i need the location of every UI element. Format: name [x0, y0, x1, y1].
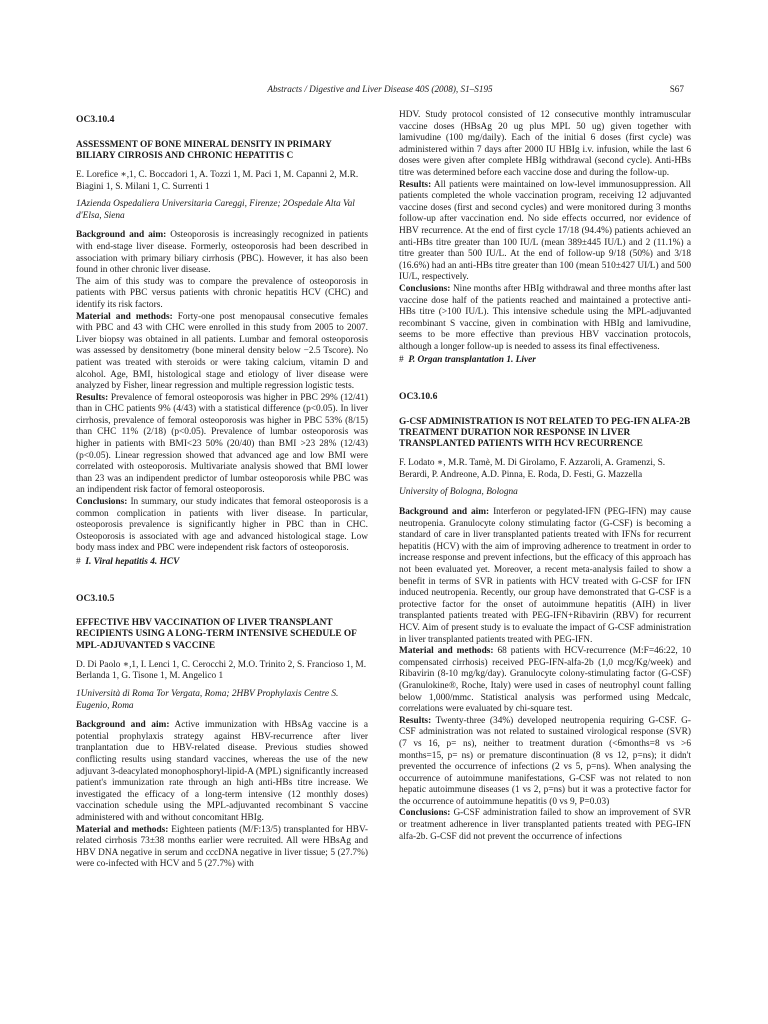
- abstract-affiliation: 1Università di Roma Tor Vergata, Roma; 2HBV Prophylaxis Centre S. Eugenio, Roma: [76, 688, 339, 711]
- abstract-paragraph: Conclusions: G-CSF administration failed to show an improvement of SVR or treatment adherence in liver transplanted patients treated with PEG-IFN alfa-2b. G-CSF did not prevent the occurrence of infections: [399, 808, 691, 842]
- abstract-oc3-10-6: [399, 391, 691, 843]
- abstract-authors: F. Lodato ∗, M.R. Tamè, M. Di Girolamo, F. Azzaroli, A. Gramenzi, S. Berardi, P. Andreone, A.D. Pinna, E. Roda, D. Festi, G. Mazzella: [399, 458, 666, 480]
- abstract-code: OC3.10.5: [76, 592, 115, 604]
- journal-citation: Abstracts / Digestive and Liver Disease 40S (2008), S1–S195: [267, 84, 493, 94]
- abstract-paragraph: Background and aim: Interferon or pegylated-IFN (PEG-IFN) may cause neutropenia. Granulocyte colony stimulating factor (G-CSF) is becoming a standard of care in liver transplanted patients treated with IFNs for recurrent hepatitis (HCV) with the aim of improving adherence to treatment in order to increase response and prevent infections, but the efficacy of this approach has not been evaluated yet. Moreover, a recent meta-analysis failed to show a benefit in terms of SVR in patients with HCV treated with G-CSF for IFN induced neutropenia. Recently, our group have demonstrated that G-CSF is a protective factor for the onset of autoimmune hepatitis (AIH) in liver transplanted patients treated with PEG-IFN+Ribavirin (RBV) for recurrent HCV. Aim of present study is to evaluate the impact of G-CSF administration in liver transplanted patients treated with PEG-IFN.: [399, 507, 691, 645]
- abstract-title: G-CSF ADMINISTRATION IS NOT RELATED TO PEG-IFN ALFA-2B TREATMENT DURATION NOR RESPONSE IN LIVER TRANSPLANTED PATIENTS WITH HCV RECURRENCE: [399, 416, 691, 450]
- topic-tag: # I. Viral hepatitis 4. HCV: [76, 557, 180, 567]
- abstract-paragraph: HDV. Study protocol consisted of 12 consecutive monthly intramuscular vaccine doses (HBsAg 20 ug plus MPL 50 ug) given together with lamivudine (100 mg/daily). Each of the initial 6 doses (first cycle) was administered within 7 days after 2000 IU HBIg i.v. infusion, while the last 6 doses were given after complete HBIg withdrawal (second cycle). Anti-HBs titre was determined before each vaccine dose and during the follow-up.: [399, 110, 691, 178]
- abstract-affiliation: University of Bologna, Bologna: [399, 487, 518, 498]
- running-header: [76, 84, 684, 98]
- page-number: S67: [669, 84, 684, 94]
- abstract-paragraph: Material and methods: 68 patients with HCV-recurrence (M:F=46:22, 10 compensated cirrhosis) received PEG-IFN-alfa-2b (1,0 mcg/Kg/week) and Ribavirin (8-10 mg/kg/day). Granulocyte colony-stimulating factor (G-CSF) (Granulokine®, Roche, Italy) were used in cases of neutrophyl count falling below 1,000/mmc. Statistical analysis was performed using Medcalc, correlations were evaluated by chi-square test.: [399, 646, 691, 715]
- abstract-paragraph: Background and aim: Active immunization with HBsAg vaccine is a potential prophylaxis strategy against HBV-recurrence after liver tranplantation due to HBV-related disease. Previous studies showed conflicting results using standard vaccines, whereas the use of the new adjuvant 3-deacylated monophosphoryl-lipid-A (MPL) significantly increased patient's immunization rate through an high anti-HBs titre increase. We investigated the efficacy of a long-term intensive (12 monthly doses) vaccination schedule using the MPL-adjuvanted recombinant S vaccine administered with and without concomitant HBIg.: [76, 720, 368, 823]
- abstract-paragraph: Results: Prevalence of femoral osteoporosis was higher in PBC 29% (12/41) than in CHC patients 9% (4/43) with a statistical difference (p<0.05). In liver cirrhosis, prevalence of femoral osteoporosis was higher in PBC 53% (8/15) than CHC 11% (2/18) (p<0.05). Prevalence of lumbar osteoporosis was higher in patients with BMI<23 50% (20/40) than BMI >23 28% (12/43) (p<0.05). Linear regression showed that advanced age and low BMI were correlated with osteoporosis. Multivariate analysis showed that BMI lower than 23 was an indipendent predictor of lumbar osteoporosis while PBC was an indipendent risk factor of femoral osteoporosis.: [76, 392, 368, 496]
- abstract-paragraph: Results: All patients were maintained on low-level immunosuppression. All patients completed the whole vaccination program, receiving 12 adjuvanted vaccine doses (first and second cycles) and were monitored during 3 months follow-up after vaccination end. No side effects occurred, nor evidence of HBV recurrence. At the end of first cycle 17/18 (94.4%) patients achieved an anti-HBs titre greater than 100 IU/L (mean 389±445 IU/L) and 2 (11.1%) a titre greater than 500 IU/L. At the end of follow-up 9/18 (50%) and 3/18 (16.6%) had an anti-HBs titre greater than 100 (mean 510±427 UI/L) and 500 IU/L, respectively.: [399, 179, 691, 283]
- abstract-paragraph: Conclusions: In summary, our study indicates that femoral osteoporosis is a common complication in patients with liver disease. In particular, osteoporosis prevalence is significantly higher in PBC than in CHC. Osteoporosis is associated with age and advanced histological stage. Low body mass index and PBC were independent risk factors of osteoporosis.: [76, 497, 368, 554]
- abstract-authors: E. Lorefice ∗,1, C. Boccadori 1, A. Tozzi 1, M. Paci 1, M. Capanni 2, M.R. Biagini 1, S. Milani 1, C. Surrenti 1: [76, 170, 359, 192]
- abstract-paragraph: Material and methods: Forty-one post menopausal consecutive females with PBC and 43 with CHC were enrolled in this study from 2005 to 2007. Liver biopsy was obtained in all patients. Lumbar and femoral osteoporosis was assessed by densitometry (bone mineral density below −2.5 Tscore). No patient was treated with steroids or were taking calcium, vitamin D and alcohol. Age, BMI, histological stage and etiology of liver disease were analyzed by Fisher, linear regression and multiple regression logistic tests.: [76, 311, 368, 392]
- abstract-affiliation: 1Azienda Ospedaliera Universitaria Careggi, Firenze; 2Ospedale Alta Val d'Elsa, Siena: [76, 199, 355, 221]
- abstract-title: EFFECTIVE HBV VACCINATION OF LIVER TRANSPLANT RECIPIENTS USING A LONG-TERM INTENSIVE SCHEDULE OF MPL-ADJUVANTED S VACCINE: [76, 618, 357, 651]
- abstract-oc3-10-5-continued: [399, 110, 691, 367]
- abstract-paragraph: Conclusions: Nine months after HBIg withdrawal and three months after last vaccine dose half of the patients reached and maintained a protective anti-HBs titre (>100 IU/L). This intensive schedule using the MPL-adjuvanted recombinant S vaccine, given in combination with HBIg and lamivudine, seems to be more effective than previous HBV vaccination protocols, although a longer follow-up is needed to assess its final effectiveness.: [399, 283, 691, 352]
- abstract-paragraph: Background and aim: Osteoporosis is increasingly recognized in patients with end-stage liver disease. Formerly, osteoporosis had been described in association with primary biliary cirrhosis (PBC). However, it has also been found in other chronic liver disease.: [76, 230, 369, 276]
- left-column: [76, 114, 368, 895]
- abstract-paragraph: The aim of this study was to compare the prevalence of osteoporosis in patients with PBC versus patients with chronic hepatitis HCV (CHC) and identify its risk factors.: [76, 276, 368, 310]
- abstract-oc3-10-4: [76, 114, 368, 569]
- abstract-paragraph: Material and methods: Eighteen patients (M/F:13/5) transplanted for HBV-related cirrhosis 73±38 months earlier were recruited. All were HBsAg and HBV DNA negative in serum and cccDNA negative in liver tissue; 5 (27.7%) were co-infected with HCV and 5 (27.7%) with: [76, 824, 368, 870]
- abstract-oc3-10-5: [76, 593, 368, 871]
- abstract-code: OC3.10.4: [76, 114, 115, 125]
- abstract-authors: D. Di Paolo ∗,1, I. Lenci 1, C. Cerocchi 2, M.O. Trinito 2, S. Francioso 1, M. Berlanda 1, G. Tisone 1, M. Angelico 1: [76, 659, 367, 682]
- abstract-code: OC3.10.6: [399, 391, 438, 403]
- abstract-paragraph: Results: Twenty-three (34%) developed neutropenia requiring G-CSF. G-CSF administration was not related to sustained virological response (SVR) (7 vs 16, p= ns), neither to treatment duration (<6months=8 vs >6 months=15, p= ns) or premature discontinuation (8 vs 12, p=ns); it didn't prevented the occurrence of infections (2 vs 5, p=ns). When analysing the occurrence of autoimmune manifestations, G-CSF was not related to non hepatic autoimmune diseases (1 vs 2, p=ns) but it was a protective factor for the occurrence of autoimmune hepatitis (0 vs 9, P=0.03): [399, 715, 691, 807]
- topic-tag: # P. Organ transplantation 1. Liver: [399, 355, 536, 366]
- right-column: [399, 110, 691, 867]
- abstract-title: ASSESSMENT OF BONE MINERAL DENSITY IN PRIMARY BILIARY CIRROSIS AND CHRONIC HEPATITIS C: [76, 139, 332, 161]
